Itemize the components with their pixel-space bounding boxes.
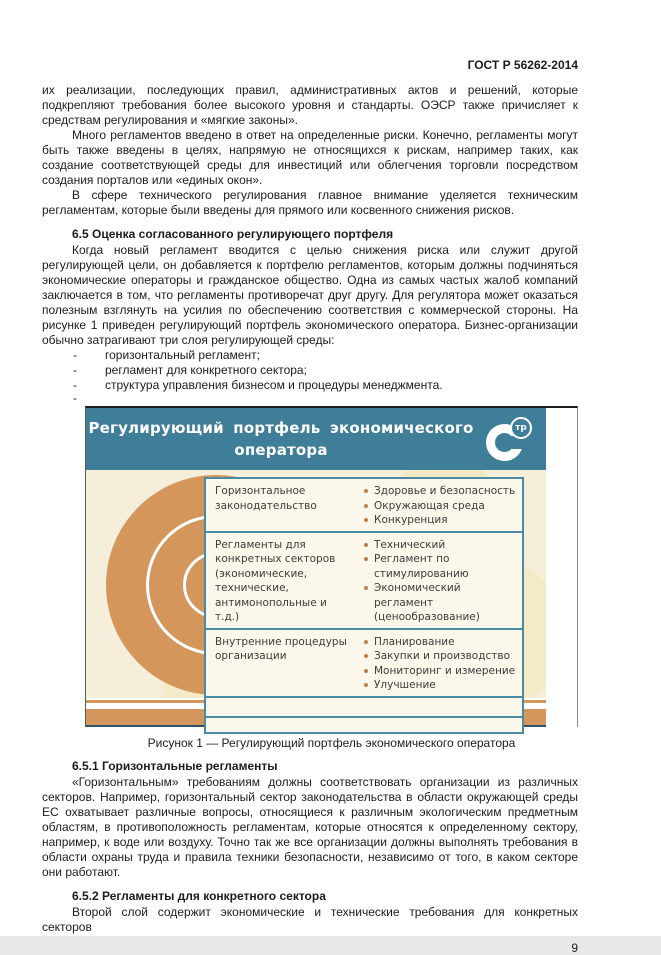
bullet-dot-icon <box>364 518 368 522</box>
bullet-dot-icon <box>364 683 368 687</box>
figure-title: Регулирующий портфель экономического оператора <box>88 419 474 459</box>
list-item-text: горизонтальный регламент; <box>105 348 260 362</box>
str-logo-icon <box>486 417 532 461</box>
list-item <box>42 378 578 393</box>
table-empty-row <box>206 696 522 716</box>
row-bullet-list <box>356 533 522 628</box>
bullet-dot-icon <box>364 557 368 561</box>
bullet-item: Здоровье и безопасность <box>362 484 520 499</box>
row-label: Регламенты для конкретных секторов (экономические, технические, антимонопольные и т.д.) <box>215 538 336 623</box>
dash-marker: - <box>73 348 77 362</box>
paragraph-continuation: их реализации, последующих правил, административных актов и решений, которые подкрепляют требования более высокого уровня и стандарты. ОЭСР также причисляет к средствам регулирования и «мягкие законы». <box>42 83 578 127</box>
figure-table <box>204 477 524 734</box>
bullet-item: Улучшение <box>362 678 520 693</box>
bullet-item: Экономический регламент (ценообразование) <box>362 581 520 625</box>
dash-marker: - <box>73 378 77 392</box>
paragraph-portfolio: Когда новый регламент вводится с целью снижения риска или служит другой регулирующей цели, он добавляется к портфелю регламентов, которым должны подчиняться экономические операторы и гражданское общество. Одна из самых частых жалоб компаний заключается в том, что регламенты противоречат друг другу. Для регулятора может оказаться полезным взглянуть на усилия по обеспечению соответствия с коммерческой стороны. На рисунке 1 приведен регулирующий портфель экономического оператора. Бизнес-организации обычно затрагивают три слоя регулирующей среды: <box>42 243 578 347</box>
stray-dash: - <box>73 391 77 405</box>
paragraph-sector-regulations: Второй слой содержит экономические и технические требования для конкретных секторов <box>42 905 578 934</box>
logo-tr-badge: тр <box>510 417 532 439</box>
bullet-item: Технический <box>362 538 520 553</box>
bullet-dot-icon <box>364 586 368 590</box>
bullet-dot-icon <box>364 669 368 673</box>
row-bullet-list <box>356 479 522 531</box>
figure-header-band <box>86 408 546 470</box>
dash-marker: - <box>73 363 77 377</box>
bullet-dot-icon <box>364 654 368 658</box>
paragraph-regulations-risks: Много регламентов введено в ответ на определенные риски. Конечно, регламенты могут быть также введены в целях, напрямую не относящихся к рискам, например таких, как создание соответствующей среды для инвестиций или облегчения торговли посредством создания порталов или «единых окон». <box>42 128 578 187</box>
list-item <box>42 348 578 363</box>
table-row-sector-regulations <box>206 531 522 628</box>
paragraph-horizontal-regulations: «Горизонтальным» требованиям должны соответствовать организации из различных секторов. Например, горизонтальный сектор законодательства в области окружающей среды ЕС охватывает различные вопросы, относящиеся к различным экологическим предметным областям, в противоположность регламентам, которые относятся к определенному сектору, например, к воде или воздуху. Точно так же все организации должны выполнять требования в области охраны труда и правила техники безопасности, независимо от того, в каком секторе они работают. <box>42 775 578 879</box>
page-number: 9 <box>571 941 578 955</box>
bullet-item: Регламент по стимулированию <box>362 552 520 581</box>
bullet-dot-icon <box>364 504 368 508</box>
figure-body <box>86 470 546 698</box>
figure-caption: Рисунок 1 — Регулирующий портфель экономического оператора <box>147 736 516 750</box>
bullet-item: Планирование <box>362 635 520 650</box>
heading-6-5: 6.5 Оценка согласованного регулирующего портфеля <box>72 227 394 241</box>
bullet-item: Закупки и производство <box>362 649 520 664</box>
heading-6-5-2: 6.5.2 Регламенты для конкретного сектора <box>72 889 326 903</box>
figure-slide <box>86 408 546 727</box>
paragraph-technical-regulation: В сфере технического регулирования главное внимание уделяется техническим регламентам, которые были введены для прямого или косвенного снижения рисков. <box>42 188 578 217</box>
figure-1-image <box>85 406 578 727</box>
bullet-item: Конкуренция <box>362 513 520 528</box>
standard-number-header: ГОСТ Р 56262-2014 <box>467 58 578 72</box>
dash-list <box>42 348 578 393</box>
table-empty-row <box>206 716 522 732</box>
list-item-text: структура управления бизнесом и процедуры менеджмента. <box>105 378 443 392</box>
bullet-dot-icon <box>364 543 368 547</box>
row-label: Горизонтальное законодательство <box>215 485 317 512</box>
list-item <box>42 363 578 378</box>
row-label: Внутренние процедуры организации <box>215 635 347 662</box>
row-bullet-list <box>356 630 522 696</box>
bullet-dot-icon <box>364 640 368 644</box>
table-row-internal-procedures <box>206 628 522 696</box>
bullet-item: Окружающая среда <box>362 499 520 514</box>
bullet-item: Мониторинг и измерение <box>362 664 520 679</box>
heading-6-5-1: 6.5.1 Горизонтальные регламенты <box>72 759 278 773</box>
table-row-horizontal-legislation <box>206 479 522 531</box>
list-item-text: регламент для конкретного сектора; <box>105 363 307 377</box>
bullet-dot-icon <box>364 489 368 493</box>
